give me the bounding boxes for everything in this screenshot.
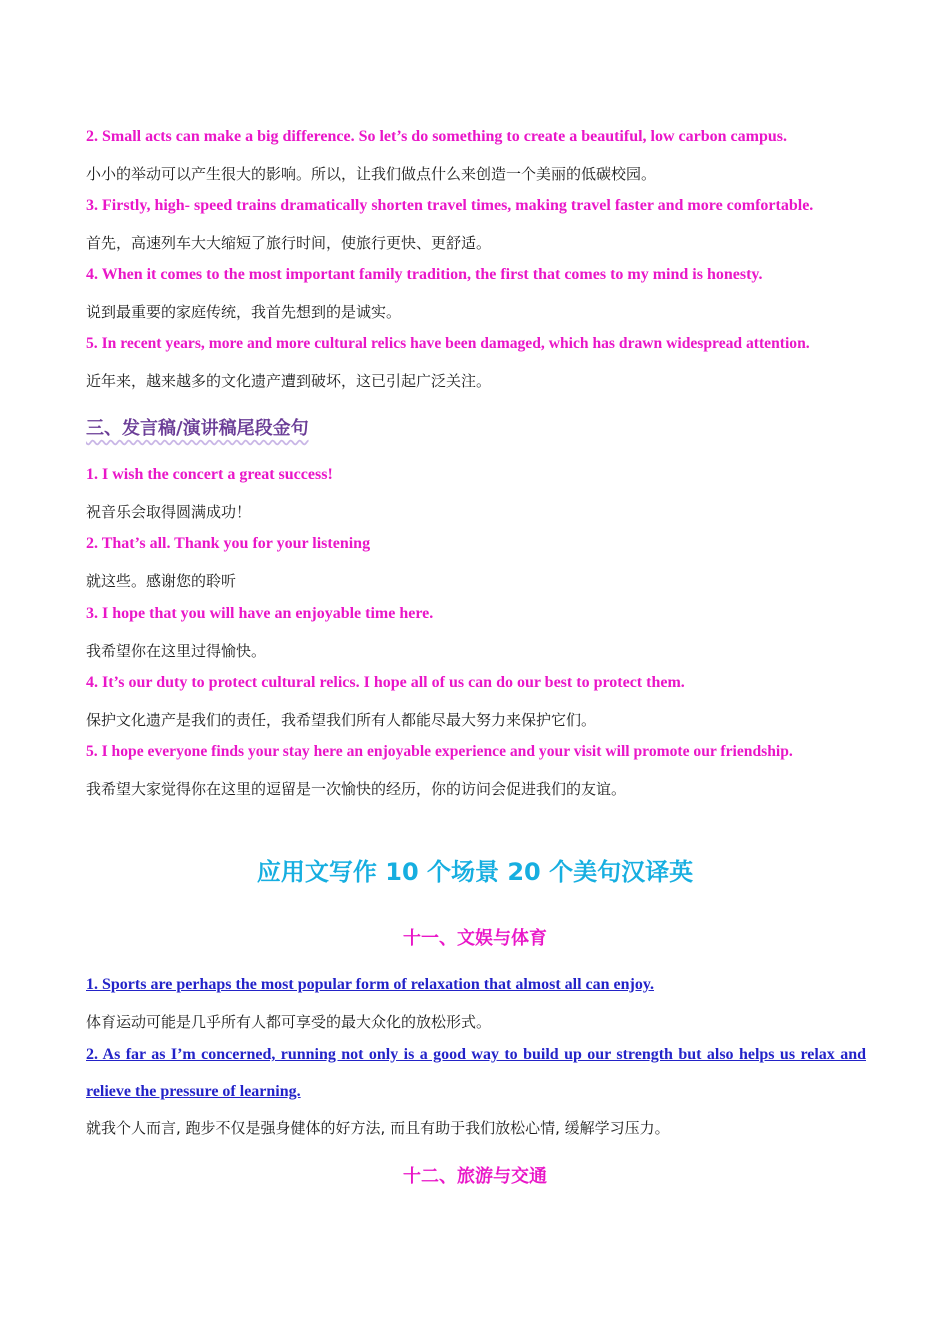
sentence-zh: 保护文化遗产是我们的责任，我希望我们所有人都能尽最大努力来保护它们。 bbox=[86, 711, 597, 729]
section-heading: 十二、旅游与交通 bbox=[403, 1166, 547, 1187]
sentence-en: 3. I hope that you will have an enjoyable time here. bbox=[86, 605, 434, 622]
sentence-zh: 就这些。感谢您的聆听 bbox=[86, 572, 237, 590]
section-heading: 十一、文娱与体育 bbox=[403, 928, 547, 949]
sentence-zh: 我希望大家觉得你在这里的逗留是一次愉快的经历，你的访问会促进我们的友谊。 bbox=[86, 780, 627, 798]
sentence-en: 1. I wish the concert a great success! bbox=[86, 466, 333, 483]
sentence-zh: 体育运动可能是几乎所有人都可享受的最大众化的放松形式。 bbox=[86, 1013, 492, 1031]
sentence-zh: 说到最重要的家庭传统，我首先想到的是诚实。 bbox=[86, 303, 402, 321]
sentence-zh: 我希望你在这里过得愉快。 bbox=[86, 642, 267, 660]
sentence-en-link[interactable]: 2. As far as I’m concerned, running not only is a good way to build up our strength but also helps us relax and relieve the pressure of learning. bbox=[86, 1046, 866, 1100]
sentence-zh: 祝音乐会取得圆满成功！ bbox=[86, 503, 252, 521]
sentence-en: 4. It’s our duty to protect cultural relics. I hope all of us can do our best to protect them. bbox=[86, 674, 685, 691]
sentence-zh: 首先，高速列车大大缩短了旅行时间，使旅行更快、更舒适。 bbox=[86, 234, 492, 252]
sentence-en: 3. Firstly, high- speed trains dramatically shorten travel times, making travel faster and more comfortable. bbox=[86, 197, 814, 214]
main-title: 应用文写作 10 个场景 20 个美句汉译英 bbox=[256, 858, 694, 886]
sentence-zh: 就我个人而言, 跑步不仅是强身健体的好方法, 而且有助于我们放松心情, 缓解学习压力。 bbox=[86, 1119, 670, 1137]
sentence-en: 2. Small acts can make a big difference. So let’s do something to create a beautiful, low carbon campus. bbox=[86, 128, 787, 145]
sentence-en: 5. I hope everyone finds your stay here an enjoyable experience and your visit will promote our friendship. bbox=[86, 743, 793, 760]
sentence-zh: 小小的举动可以产生很大的影响。所以，让我们做点什么来创造一个美丽的低碳校园。 bbox=[86, 165, 657, 183]
sentence-en: 5. In recent years, more and more cultural relics have been damaged, which has drawn widespread attention. bbox=[86, 335, 810, 352]
sentence-en: 4. When it comes to the most important family tradition, the first that comes to my mind is honesty. bbox=[86, 266, 763, 283]
sentence-en: 2. That’s all. Thank you for your listening bbox=[86, 535, 371, 552]
sentence-zh: 近年来，越来越多的文化遗产遭到破坏，这已引起广泛关注。 bbox=[86, 372, 492, 390]
sentence-en-link[interactable]: 1. Sports are perhaps the most popular form of relaxation that almost all can enjoy. bbox=[86, 976, 654, 993]
section-heading: 三、发言稿/演讲稿尾段金句 bbox=[86, 418, 309, 439]
